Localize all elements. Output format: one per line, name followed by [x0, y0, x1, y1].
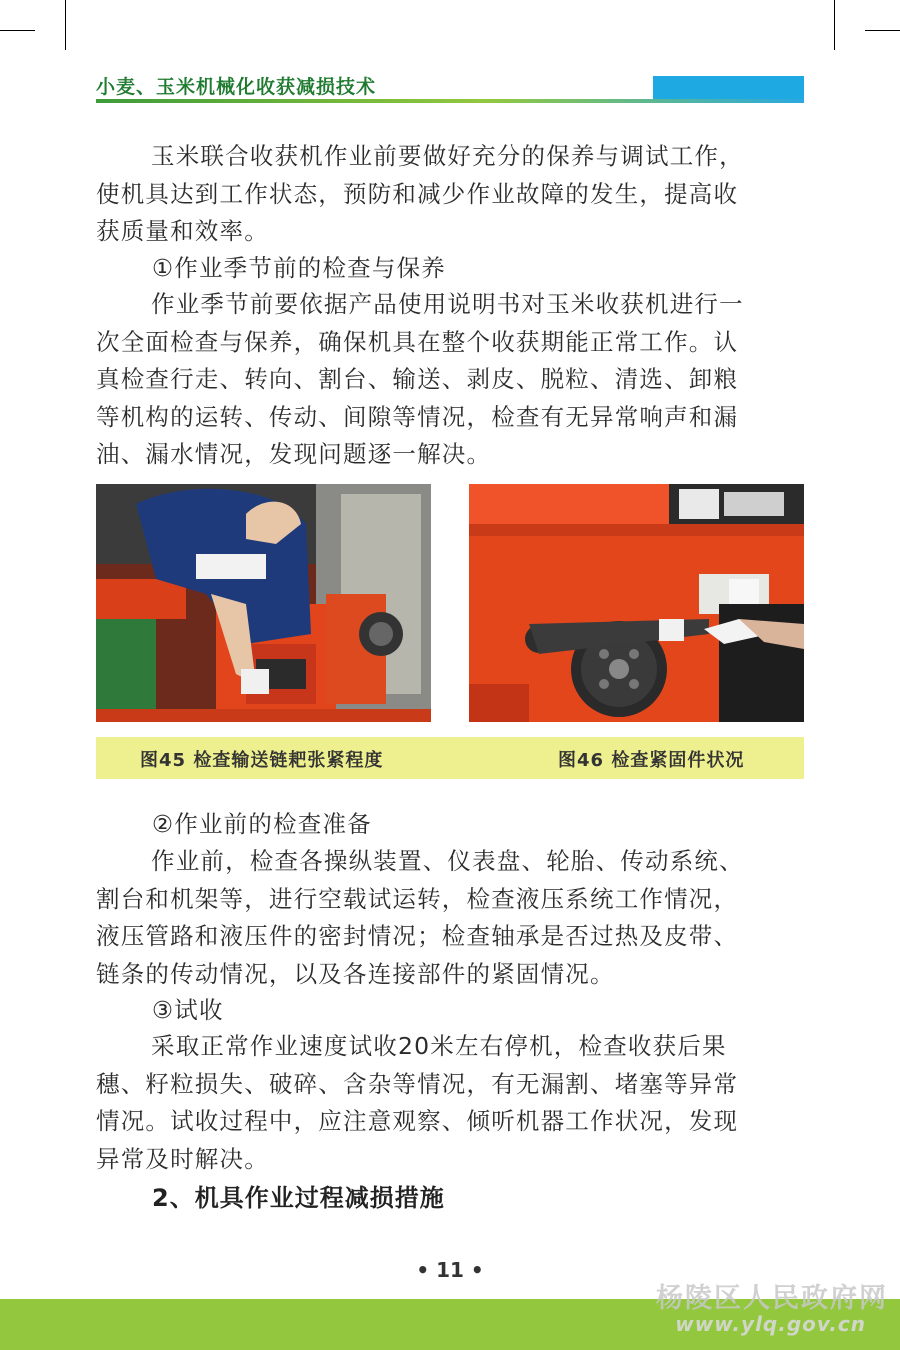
text-line: 使机具达到工作状态，预防和减少作业故障的发生，提高收: [96, 179, 739, 208]
photo-conveyor-chain-inspection: [96, 484, 431, 722]
section-1-title: ①作业季节前的检查与保养: [152, 254, 446, 282]
section-2-paragraph: [96, 843, 808, 993]
running-header-title: 小麦、玉米机械化收获减损技术: [96, 76, 377, 98]
text-line: 异常及时解决。: [96, 1144, 269, 1173]
page-number: • 11 •: [416, 1258, 484, 1282]
text-line: 割台和机架等，进行空载试运转，检查液压系统工作情况，: [96, 884, 739, 913]
text-line: 链条的传动情况，以及各连接部件的紧固情况。: [96, 959, 615, 988]
watermark-url: www.ylq.gov.cn: [675, 1312, 866, 1336]
text-line: 玉米联合收获机作业前要做好充分的保养与调试工作，: [151, 142, 744, 170]
section-3-paragraph: [96, 1028, 808, 1178]
photo-fastener-inspection: [469, 484, 804, 722]
header-rule: [96, 99, 804, 103]
section-1-paragraph: [96, 286, 808, 474]
figure-caption-46: 图46 检查紧固件状况: [558, 750, 745, 771]
text-line: 等机构的运转、传动、间隙等情况，检查有无异常响声和漏: [96, 402, 739, 431]
text-line: 采取正常作业速度试收20米左右停机，检查收获后果: [151, 1032, 727, 1060]
crop-mark: [65, 0, 66, 50]
section-2-title: ②作业前的检查准备: [152, 810, 372, 838]
section-3-title: ③试收: [152, 996, 224, 1024]
header-accent-block: [653, 76, 804, 99]
text-line: 次全面检查与保养，确保机具在整个收获期能正常工作。认: [96, 327, 739, 356]
text-line: 作业前，检查各操纵装置、仪表盘、轮胎、传动系统、: [151, 847, 744, 875]
text-line: 获质量和效率。: [96, 217, 269, 245]
text-line: 真检查行走、转向、割台、输送、剥皮、脱粒、清选、卸粮: [96, 365, 739, 393]
text-line: 液压管路和液压件的密封情况；检查轴承是否过热及皮带、: [96, 922, 739, 950]
watermark-site-name: 杨陵区人民政府网: [656, 1283, 888, 1314]
subsection-heading: 2、机具作业过程减损措施: [152, 1184, 445, 1212]
text-line: 油、漏水情况，发现问题逐一解决。: [96, 440, 492, 468]
text-line: 情况。试收过程中，应注意观察、倾听机器工作状况，发现: [96, 1107, 739, 1135]
text-line: 穗、籽粒损失、破碎、含杂等情况，有无漏割、堵塞等异常: [96, 1069, 739, 1098]
figure-caption-45: 图45 检查输送链耙张紧程度: [140, 750, 384, 771]
text-line: 作业季节前要依据产品使用说明书对玉米收获机进行一: [151, 290, 744, 318]
crop-mark: [865, 30, 900, 31]
crop-mark: [834, 0, 835, 50]
intro-paragraph: [96, 138, 808, 251]
crop-mark: [0, 30, 35, 31]
